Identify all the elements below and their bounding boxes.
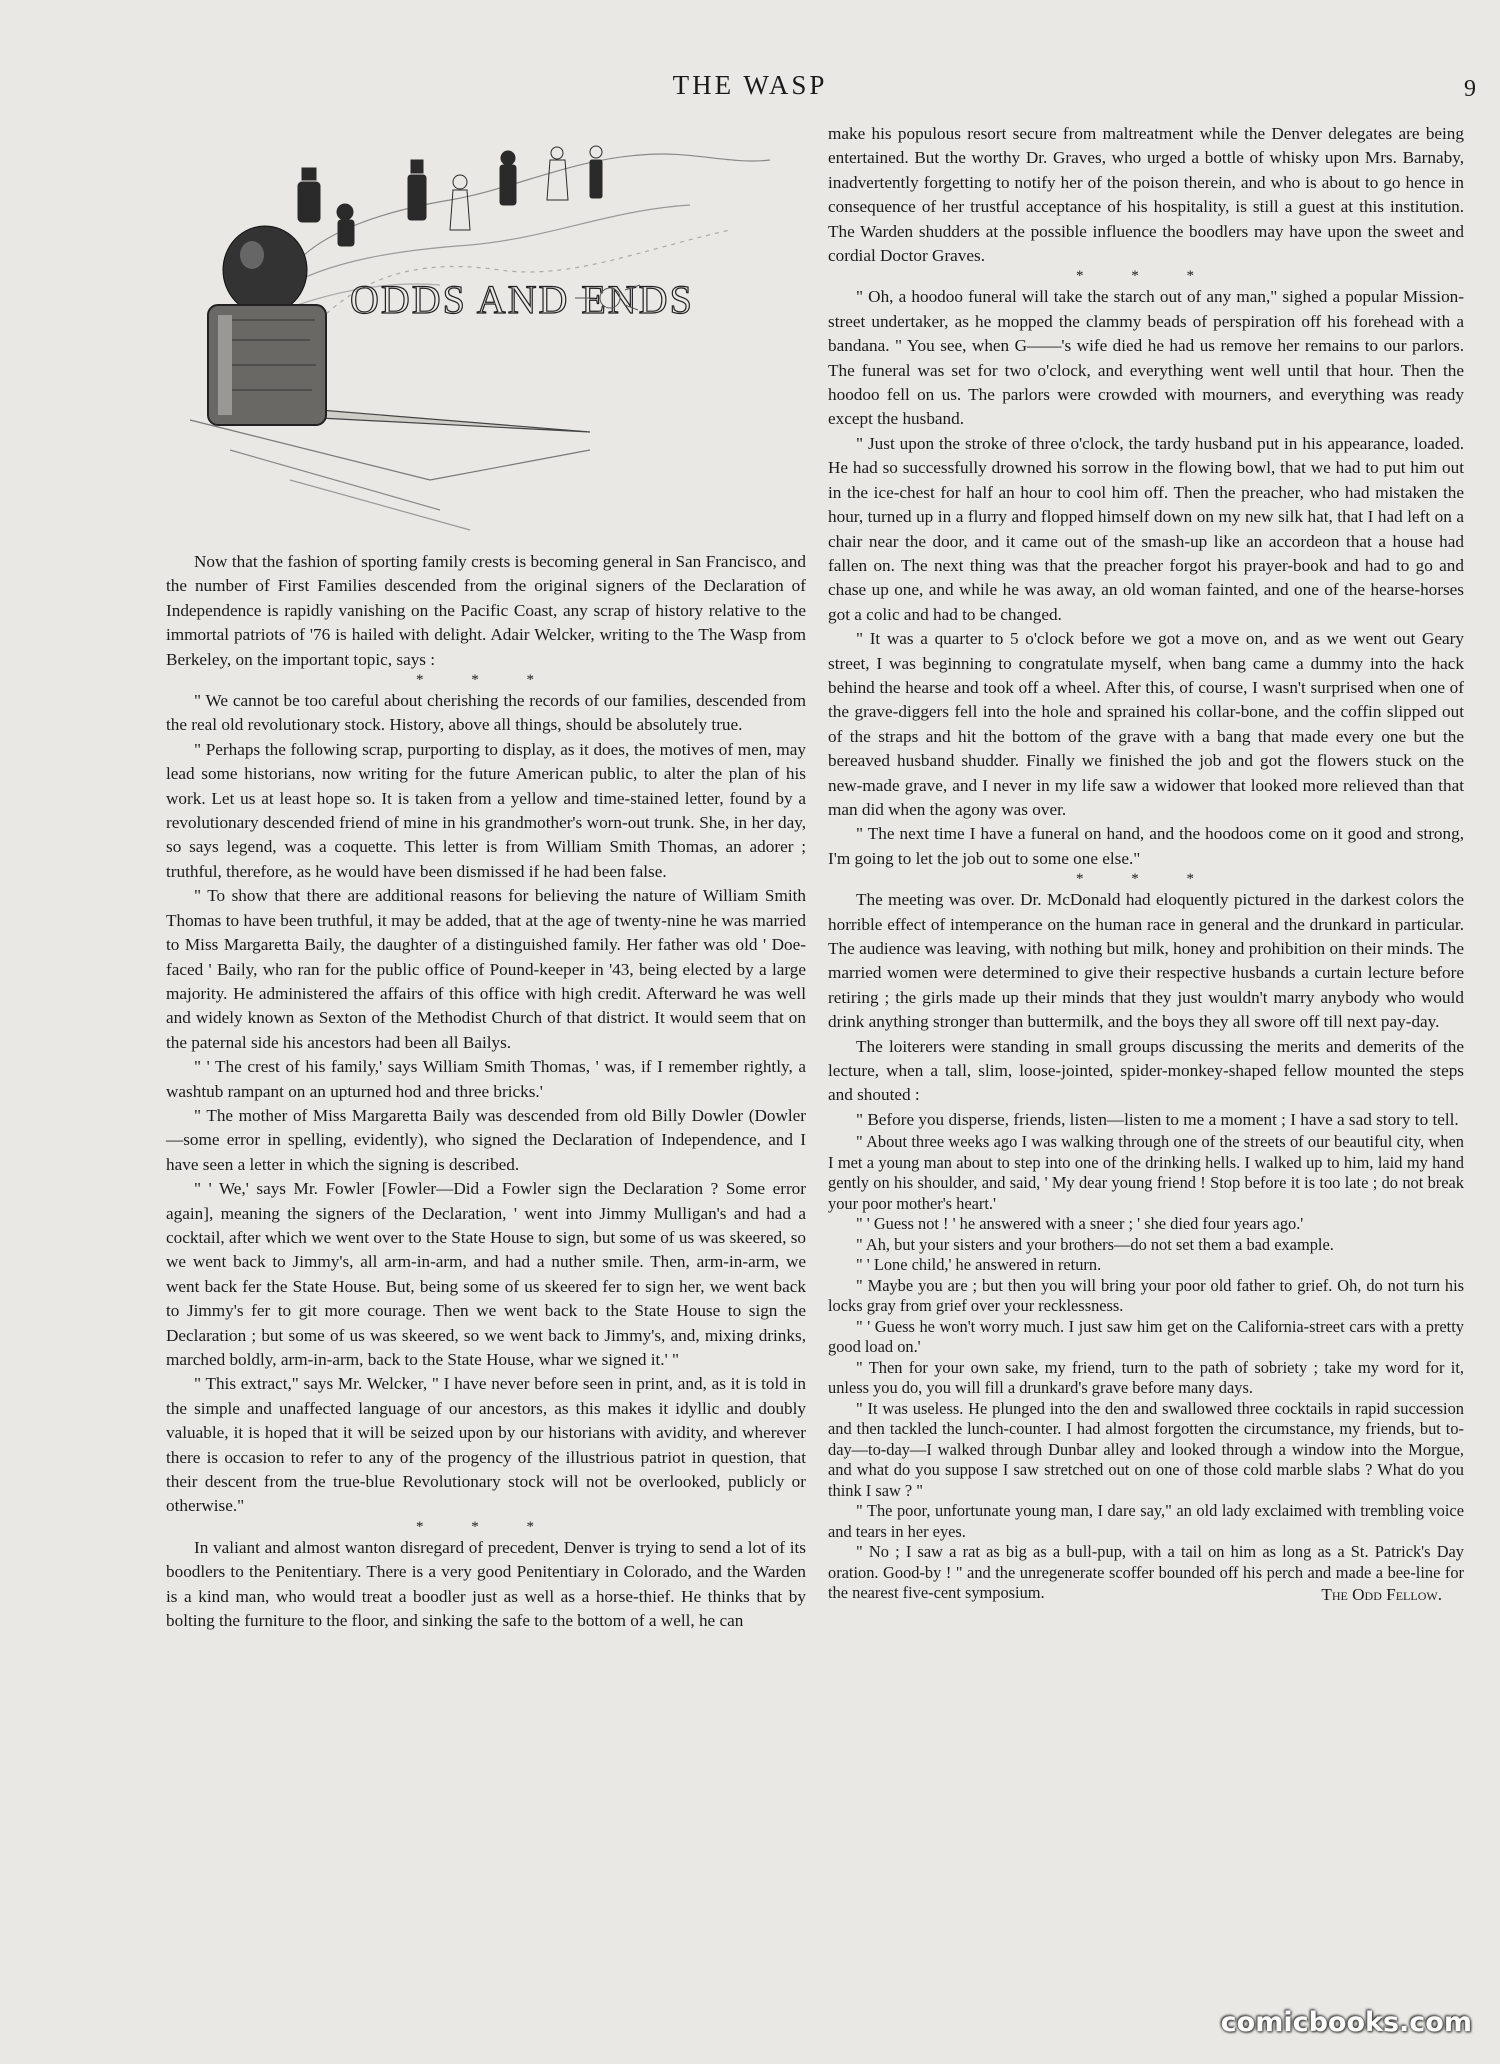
article-paragraph: Now that the fashion of sporting family crests is becoming general in San Francisco, and the number of First Families descended from the original signers of the Declaration of Independence is rapidly vanishing on the Pacific Coast, any scrap of history relative to the immortal patriots of '76 is hailed with delight. Adair Welcker, writing to the The Wasp from Berkeley, on the important topic, says :: [166, 552, 806, 669]
article-paragraph: " Ah, but your sisters and your brothers—do not set them a bad example.: [856, 1234, 1334, 1254]
left-column: [166, 550, 806, 1633]
article-paragraph: " ' We,' says Mr. Fowler [Fowler—Did a Fowler sign the Declaration ? Some error again], meaning the signers of the Declaration, ' went into Jimmy Mulligan's and had a cocktail, after which we went over to the State House to sign, but some of us was skeered, so we went back to Jimmy's, all arm-in-arm, and had a nuther smile. Then, arm-in-arm, we went back fer the State House. But, being some of us skeered fer to sign her, we went back to Jimmy's fer to git more courage. Then we went back to the State House to sign the Declaration ; but some of us was skeered, so we went back to Jimmy's, and, mixing drinks, marched boldly, arm-in-arm, back to the State House, whar we signed it.' ": [166, 1179, 806, 1369]
article-paragraph: " ' The crest of his family,' says William Smith Thomas, ' was, if I remember rightly, a washtub rampant on an upturned hod and three bricks.': [166, 1057, 806, 1101]
odd-fellow-story: [828, 1132, 1464, 1604]
odds-and-ends-title: [350, 277, 694, 322]
article-paragraph: " The mother of Miss Margaretta Baily was descended from old Billy Dowler (Dowler—some error in spelling, evidently), who signed the Declaration of Independence, and I have seen a letter in which the signing is described.: [166, 1105, 806, 1174]
article-paragraph: " ' Lone child,' he answered in return.: [856, 1255, 1102, 1275]
section-separator: * * *: [1076, 268, 1216, 285]
svg-text:ODDS AND ENDS: ODDS AND ENDS: [350, 277, 694, 322]
article-paragraph: The loiterers were standing in small groups discussing the merits and demerits of the lecture, when a tall, slim, loose-jointed, spider-monkey-shaped fellow mounted the steps and shouted :: [828, 1036, 1464, 1105]
article-paragraph: " ' Guess he won't worry much. I just saw him get on the California-street cars with a pretty good load on.': [828, 1316, 1464, 1357]
running-head: THE WASP: [672, 70, 828, 100]
right-column: [828, 122, 1464, 1607]
page-number: 9: [1464, 76, 1476, 102]
section-separator: * * *: [416, 672, 556, 689]
article-paragraph: " This extract," says Mr. Welcker, " I have never before seen in print, and, as it is told in the simple and unaffected language of our ancestors, as this makes it idyllic and doubly valuable, it is hoped that it will be seized upon by our historians with avidity, and wherever there is occasion to refer to any of the progency of the illustrious patriot in question, that their descent from the true-blue Revolutionary stock will not be overlooked, publicly or otherwise.": [166, 1374, 806, 1516]
article-paragraph: " Then for your own sake, my friend, turn to the path of sobriety ; take my word for it, unless you do, you will fill a drunkard's grave before many days.: [828, 1357, 1464, 1398]
article-paragraph: " We cannot be too careful about cherishing the records of our families, descended from the real old revolutionary stock. History, above all things, should be absolutely true.: [166, 691, 806, 735]
article-paragraph: " To show that there are additional reasons for believing the nature of William Smith Thomas to have been truthful, it may be added, that at the age of twenty-nine he was married to Miss Margaretta Baily, the daughter of a distinguished family. Her father was old ' Doe-faced ' Baily, who ran for the public office of Pound-keeper in '43, being elected by a large majority. He administered the affairs of this office with high credit. Afterward he was well and widely known as Sexton of the Methodist Church of that district. It would seem that on the paternal side his ancestors had been all Bailys.: [166, 886, 806, 1052]
inkwell-icon: [208, 226, 326, 425]
article-paragraph: " It was a quarter to 5 o'clock before we got a move on, and as we went out Geary street, I was beginning to congratulate myself, when bang came a dummy into the hack behind the hearse and took off a wheel. After this, of course, I wasn't surprised when one of the grave-diggers fell into the hole and sprained his collar-bone, and the coffin slipped out of the straps and hit the bottom of the grave with a bang that made every one but the bereaved husband shudder. Finally we finished the job and got the flowers stuck on the new-made grave, and I never in my life saw a widower that looked more relieved than that man did when the agony was over.: [828, 629, 1464, 819]
article-paragraph: " The next time I have a funeral on hand, and the hoodoos come on it good and strong, I'm going to let the job out to some one else.": [828, 824, 1464, 868]
article-paragraph: " The poor, unfortunate young man, I dare say," an old lady exclaimed with trembling voice and tears in her eyes.: [828, 1501, 1464, 1541]
article-paragraph: " Maybe you are ; but then you will bring your poor old father to grief. Oh, do not turn his locks gray from grief over your recklessness.: [828, 1275, 1464, 1316]
article-paragraph: " ' Guess not ! ' he answered with a sneer ; ' she died four years ago.': [856, 1214, 1304, 1234]
article-paragraph: " No ; I saw a rat as big as a bull-pup, with a tail on him as long as a St. Patrick's Day oration. Good-by ! " and the unregenerate scoffer bounded off his perch and made a bee-line for the nearest five-cent symposium.: [828, 1542, 1464, 1603]
article-paragraph: " Before you disperse, friends, listen—listen to me a moment ; I have a sad story to tell.: [856, 1109, 1459, 1129]
section-separator: * * *: [416, 1518, 556, 1535]
byline: The Odd Fellow.: [1321, 1584, 1442, 1604]
article-paragraph: " Just upon the stroke of three o'clock, the tardy husband put in his appearance, loaded. He had so successfully drowned his sorrow in the flowing bowl, that we had to put him out in the ice-chest for half an hour to cool him off. Then the preacher, who had mistaken the hour, turned up in a flurry and flopped himself down on my new silk hat, that I had left on a chair near the door, and it came out of the smash-up like an accordeon that a house had fallen on. The next thing was that the preacher forgot his prayer-book and had to go and chase up one, and while he was away, an old woman fainted, and one of the hearse-horses got a colic and had to be changed.: [828, 433, 1464, 624]
watermark-logo: comicbooks.com: [1220, 2007, 1472, 2038]
article-paragraph: " Oh, a hoodoo funeral will take the starch out of any man," sighed a popular Mission-street undertaker, as he mopped the clammy beads of perspiration off his forehead with a bandana. " You see, when G——'s wife died he had us remove her remains to our parlors. The funeral was set for two o'clock, and everything went well until that hour. Then the hoodoo fell on us. The parlors were crowded with mourners, and everything was ready except the husband.: [828, 287, 1464, 429]
section-separator: * * *: [1076, 871, 1216, 888]
article-paragraph: " About three weeks ago I was walking through one of the streets of our beautiful city, when I met a young man about to step into one of the drinking hells. I walked up to him, laid my hand gently on his shoulder, and said, ' My dear young friend ! Stop before it is too late ; do not break your poor mother's heart.': [828, 1132, 1464, 1213]
odds-and-ends-illustration: [170, 120, 815, 540]
article-paragraph: The meeting was over. Dr. McDonald had eloquently pictured in the darkest colors the horrible effect of intemperance on the human race in general and the drunkard in particular. The audience was leaving, with nothing but milk, honey and prohibition on their minds. The married women were determined to give their respective husbands a curtain lecture before retiring ; the girls made up their minds that they just wouldn't marry anybody who would drink anything stronger than buttermilk, and the boys they all swore off till next pay-day.: [828, 890, 1464, 1032]
article-paragraph: " Perhaps the following scrap, purporting to display, as it does, the motives of men, may lead some historians, now writing for the future American public, to alter the plan of his work. Let us at least hope so. It is taken from a yellow and time-stained letter, found by a revolutionary descended friend of mine in his grandmother's worn-out trunk. She, in her day, so says legend, was a coquette. This letter is from William Smith Thomas, an adorer ; truthful, therefore, as he would have been dismissed if he had been false.: [166, 739, 806, 881]
article-paragraph: make his populous resort secure from maltreatment while the Denver delegates are being entertained. But the worthy Dr. Graves, who urged a bottle of whisky upon Mrs. Barnaby, inadvertently forgetting to notify her of the poison therein, and who is about to go hence in consequence of her trustful acceptance of his hospitality, is still a guest at this institution. The Warden shudders at the possible influence the boodlers may have upon the sweet and cordial Doctor Graves.: [828, 124, 1464, 266]
cloud-figures: [298, 146, 602, 246]
article-paragraph: In valiant and almost wanton disregard of precedent, Denver is trying to send a lot of its boodlers to the Penitentiary. There is a very good Penitentiary in Colorado, and the Warden is a kind man, who would treat a boodler just as well as a horse-thief. He thinks that by bolting the furniture to the floor, and sinking the safe to the bottom of a well, he can: [166, 1537, 806, 1631]
article-paragraph: " It was useless. He plunged into the den and swallowed three cocktails in rapid succession and then tackled the lunch-counter. I had almost forgotten the circumstance, my friends, but to-day—to-day—I walked through Dunbar alley and looked through a window into the Morgue, and what do you suppose I saw stretched out on one of those cold marble slabs ? What do you think I saw ? ": [828, 1398, 1464, 1500]
